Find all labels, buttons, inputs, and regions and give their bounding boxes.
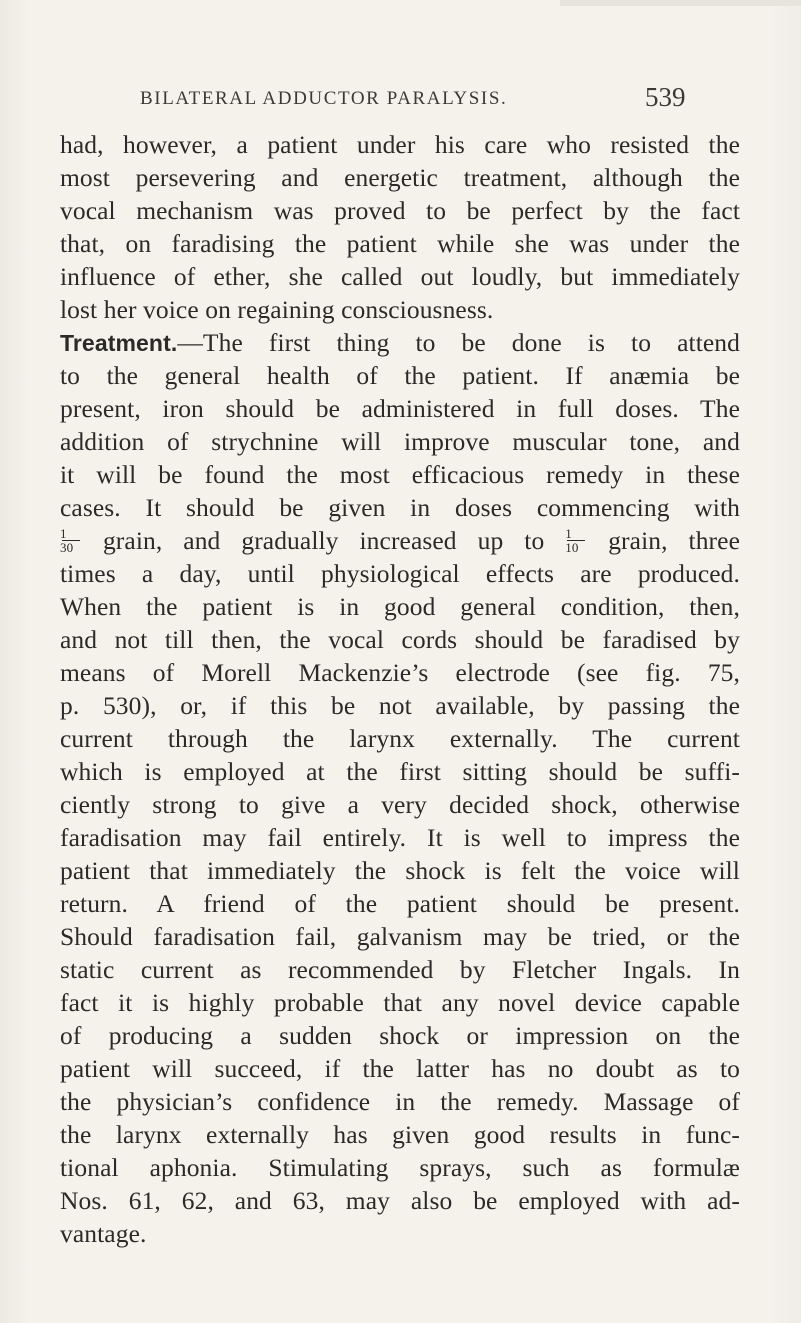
text-line: the physician’s confidence in the remedy. Massage of: [60, 1087, 740, 1116]
page-edge-shadow: [560, 0, 801, 6]
text-line: Nos. 61, 62, and 63, may also be employed with ad-: [60, 1186, 740, 1215]
text-line: ciently strong to give a very decided shock, otherwise: [60, 790, 740, 819]
text-line: lost her voice on regaining consciousness.: [60, 295, 494, 324]
text-line: the larynx externally has given good results in func-: [60, 1120, 740, 1149]
text-line: [60, 326, 740, 359]
text-line: When the patient is in good general condition, then,: [60, 592, 740, 621]
text-line: most persevering and energetic treatment, although the: [60, 163, 740, 192]
text-line-with-fractions: [60, 524, 740, 557]
text-line: return. A friend of the patient should be present.: [60, 889, 740, 918]
text-line: fact it is highly probable that any novel device capable: [60, 988, 740, 1017]
text-line: means of Morell Mackenzie’s electrode (see fig. 75,: [60, 658, 740, 687]
running-head: BILATERAL ADDUCTOR PARALYSIS.: [140, 88, 508, 109]
text-line: vantage.: [60, 1219, 147, 1248]
page-number: 539: [645, 82, 686, 112]
text-line: it will be found the most efficacious remedy in these: [60, 460, 740, 489]
text-line: to the general health of the patient. If anæmia be: [60, 361, 740, 390]
text-line: vocal mechanism was proved to be perfect by the fact: [60, 196, 740, 225]
text-line: of producing a sudden shock or impression on the: [60, 1021, 740, 1050]
text-line: Should faradisation fail, galvanism may be tried, or the: [60, 922, 740, 951]
fraction-numerator: 1: [565, 526, 572, 541]
fraction-denominator: 30: [60, 540, 74, 555]
text-line: and not till then, the vocal cords should be faradised by: [60, 625, 740, 654]
body-text: [60, 128, 740, 1250]
text-line: cases. It should be given in doses commencing with: [60, 493, 740, 522]
text-line: patient will succeed, if the latter has no doubt as to: [60, 1054, 740, 1083]
text-line: that, on faradising the patient while she was under the: [60, 229, 740, 258]
text-line: p. 530), or, if this be not available, by passing the: [60, 691, 740, 720]
fraction-denominator: 10: [565, 540, 579, 555]
section-heading: Treatment.: [60, 330, 178, 356]
fraction-one-thirtieth: [60, 525, 82, 553]
text-line: times a day, until physiological effects are produced.: [60, 559, 740, 588]
text-line-content: —The first thing to be done is to attend: [177, 328, 740, 357]
text-line: which is employed at the first sitting should be suffi-: [60, 757, 740, 786]
text-line: patient that immediately the shock is felt the voice will: [60, 856, 740, 885]
text-line: influence of ether, she called out loudly, but immediately: [60, 262, 740, 291]
text-line-content: grain, three: [608, 526, 740, 555]
text-line: tional aphonia. Stimulating sprays, such as formulæ: [60, 1153, 740, 1182]
text-line: faradisation may fail entirely. It is well to impress the: [60, 823, 740, 852]
fraction-one-tenth: [565, 525, 587, 553]
text-line: had, however, a patient under his care who resisted the: [60, 130, 740, 159]
fraction-numerator: 1: [60, 526, 67, 541]
text-line: addition of strychnine will improve muscular tone, and: [60, 427, 740, 456]
text-line: static current as recommended by Fletcher Ingals. In: [60, 955, 740, 984]
text-line-content: grain, and gradually increased up to: [102, 526, 545, 555]
text-line: current through the larynx externally. The current: [60, 724, 740, 753]
text-line: present, iron should be administered in full doses. The: [60, 394, 740, 423]
